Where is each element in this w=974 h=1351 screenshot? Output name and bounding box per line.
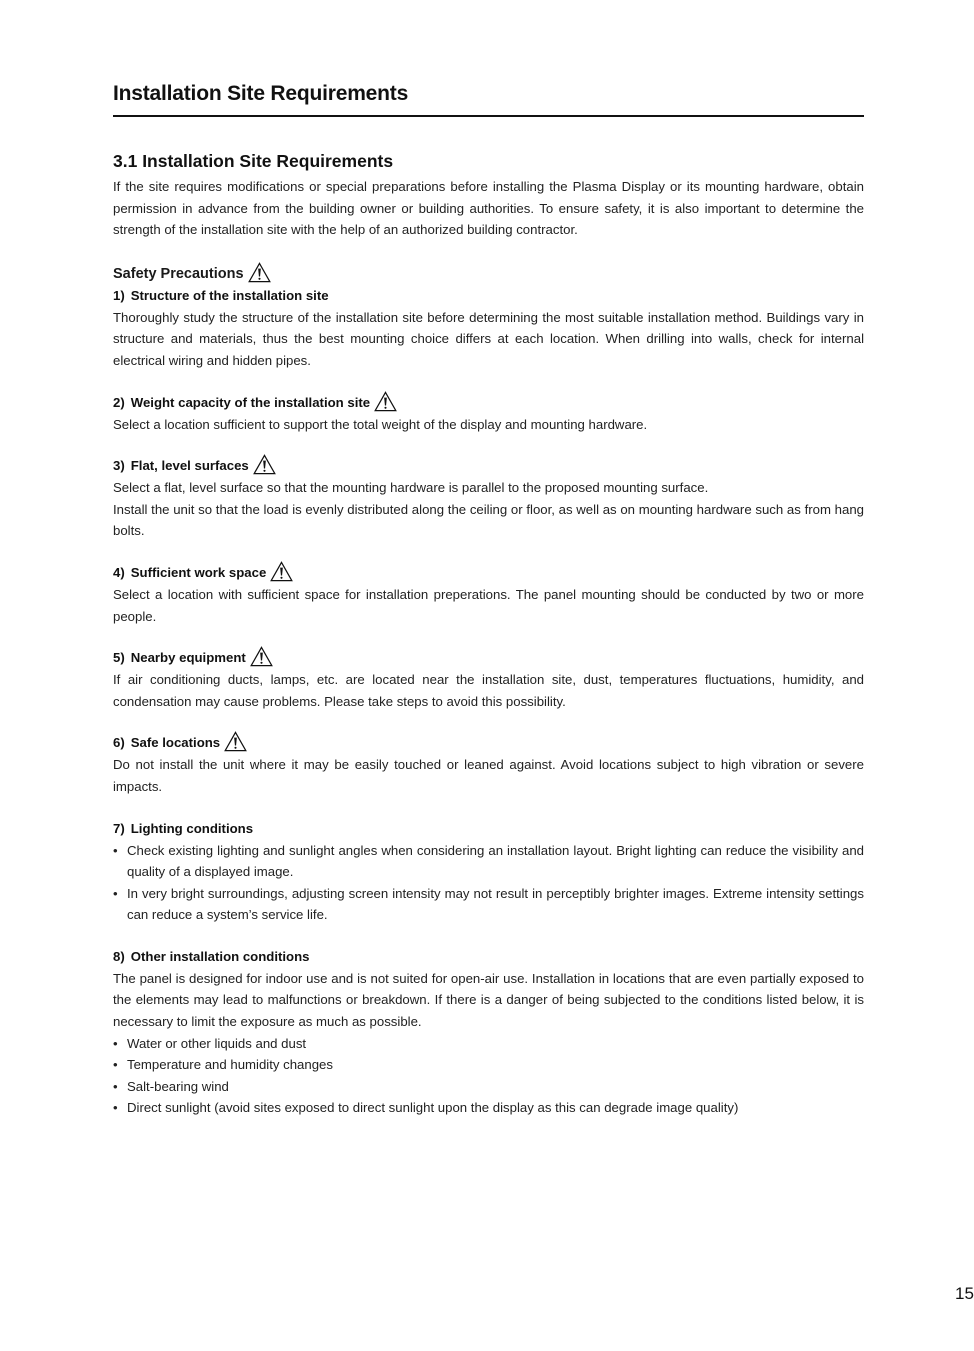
item-number: 3) xyxy=(113,458,125,474)
item-number: 8) xyxy=(113,948,125,964)
safety-item-title xyxy=(113,562,864,584)
safety-item xyxy=(113,818,864,926)
warning-triangle-icon xyxy=(374,391,397,412)
warning-triangle-icon xyxy=(270,561,293,582)
page-number: 15 xyxy=(955,1284,974,1303)
item-title-text: Structure of the installation site xyxy=(130,287,329,303)
safety-item xyxy=(113,562,864,627)
item-number: 1) xyxy=(113,287,125,303)
item-number: 2) xyxy=(113,394,125,410)
bullet-list xyxy=(113,840,864,926)
bullet-item: • Check existing lighting and sunlight angles when considering an installation layout. Bright lighting can reduce the visibility and quality of a displayed image. xyxy=(113,840,864,883)
item-paragraph: The panel is designed for indoor use and is not suited for open-air use. Installation in locations that are even partially exposed to the elements may lead to malfunctions or breakdown. If there is a danger of being subjected to the conditions listed below, it is necessary to limit the exposure as much as possible. xyxy=(113,970,864,1030)
warning-triangle-icon xyxy=(224,731,247,752)
bullet-list xyxy=(113,1033,864,1119)
safety-item xyxy=(113,285,864,372)
page-title: Installation Site Requirements xyxy=(113,82,409,105)
safety-item-title xyxy=(113,285,864,307)
page-content xyxy=(113,150,864,1119)
safety-items-list xyxy=(113,285,864,1119)
safety-item xyxy=(113,647,864,712)
item-paragraph: Select a location sufficient to support the total weight of the display and mounting hardware. xyxy=(113,416,648,432)
item-paragraph: Thoroughly study the structure of the installation site before determining the most suitable installation method. Buildings vary in structure and materials, thus the best mounting choice differs at each location. When drilling into walls, check for internal electrical wiring and hidden pipes. xyxy=(113,309,864,368)
item-paragraph: Select a flat, level surface so that the mounting hardware is parallel to the proposed mounting surface. xyxy=(113,480,709,496)
bullet-item: • Water or other liquids and dust xyxy=(113,1033,864,1055)
item-title-text: Sufficient work space xyxy=(130,564,267,580)
safety-precautions-label: Safety Precautions xyxy=(113,265,244,282)
item-title-text: Nearby equipment xyxy=(130,650,246,666)
section-title: 3.1 Installation Site Requirements xyxy=(113,151,394,171)
safety-item xyxy=(113,946,864,1119)
item-title-text: Safe locations xyxy=(130,735,221,751)
item-title-text: Other installation conditions xyxy=(130,948,310,964)
safety-item-title xyxy=(113,647,864,669)
warning-triangle-icon xyxy=(250,646,273,667)
item-paragraph: Install the unit so that the load is evenly distributed along the ceiling or floor, as well as on mounting hardware such as from hang bolts. xyxy=(113,501,864,539)
item-paragraph: If air conditioning ducts, lamps, etc. are located near the installation site, dust, temperatures fluctuations, humidity, and condensation may cause problems. Please take steps to avoid this possibility. xyxy=(113,672,864,709)
item-number: 4) xyxy=(113,564,125,580)
item-title-text: Flat, level surfaces xyxy=(130,458,249,474)
safety-item-title xyxy=(113,946,864,968)
safety-precautions-heading xyxy=(113,263,864,285)
bullet-item: • In very bright surroundings, adjusting screen intensity may not result in perceptibly brighter images. Extreme intensity settings can reduce a system’s service life. xyxy=(113,883,864,926)
item-paragraph: Do not install the unit where it may be easily touched or leaned against. Avoid locations subject to high vibration or severe impacts. xyxy=(113,757,864,794)
safety-item xyxy=(113,392,864,436)
item-number: 6) xyxy=(113,735,125,751)
item-number: 5) xyxy=(113,650,125,666)
item-number: 7) xyxy=(113,820,125,836)
warning-triangle-icon xyxy=(253,454,276,475)
safety-item-title xyxy=(113,455,864,477)
item-title-text: Lighting conditions xyxy=(130,820,254,836)
item-paragraph: Select a location with sufficient space for installation preperations. The panel mounting should be conducted by two or more people. xyxy=(113,586,864,624)
safety-item-title xyxy=(113,392,864,414)
warning-triangle-icon xyxy=(248,262,271,283)
item-title-text: Weight capacity of the installation site xyxy=(130,394,371,410)
section-intro: If the site requires modifications or special preparations before installing the Plasma Display or its mounting hardware, obtain permission in advance from the building owner or building authorities. To ensure safety, it is also important to determine the strength of the installation site with the help of an authorized building contractor. xyxy=(113,179,864,238)
bullet-item: • Salt-bearing wind xyxy=(113,1076,864,1098)
title-divider xyxy=(113,115,864,117)
safety-item-title xyxy=(113,818,864,840)
safety-item xyxy=(113,732,864,797)
safety-item-title xyxy=(113,732,864,754)
bullet-item: • Temperature and humidity changes xyxy=(113,1054,864,1076)
safety-item xyxy=(113,455,864,542)
bullet-item: • Direct sunlight (avoid sites exposed to direct sunlight upon the display as this can degrade image quality) xyxy=(113,1097,864,1119)
